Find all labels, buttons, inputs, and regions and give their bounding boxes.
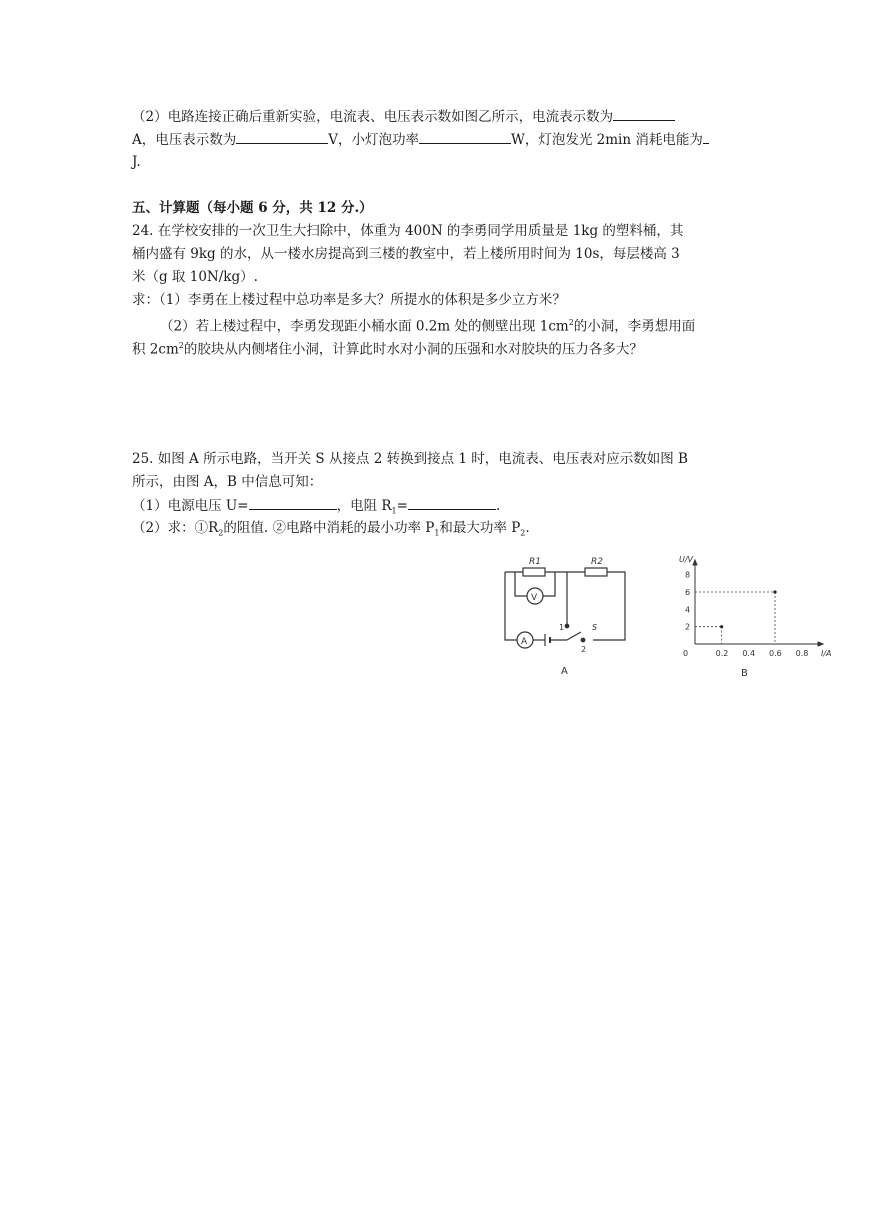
q25-line2: 所示，由图 A，B 中信息可知： [132, 474, 323, 490]
contact-2-label: 2 [581, 645, 587, 654]
contact-1-dot [565, 624, 569, 628]
voltmeter-label: V [531, 593, 538, 603]
contact-2-dot [581, 638, 585, 642]
chart-b [675, 552, 835, 682]
answer-blank-current[interactable] [613, 106, 675, 121]
answer-blank-voltage[interactable] [236, 129, 328, 144]
answer-blank-source-voltage[interactable] [249, 495, 337, 510]
q23-part2-line1: （2）电路连接正确后重新实验，电流表、电压表示数如图乙所示，电流表示数为 [132, 106, 675, 127]
q24-ask1: 求：（1）李勇在上楼过程中总功率是多大？所提水的体积是多少立方米？ [132, 292, 566, 308]
figure-b-caption: B [741, 668, 748, 679]
y-tick-label: 6 [685, 588, 691, 597]
ammeter-label: A [521, 637, 528, 647]
q24-ask3: 积 $2cm^2$的胶块从内侧堵住小洞，计算此时水对小洞的压强和水对胶块的压力各多大？ [132, 341, 643, 358]
x-tick-label: 0 [683, 649, 689, 658]
resistor-r2 [585, 568, 607, 576]
data-point [720, 625, 723, 628]
x-tick-label: 0.2 [715, 649, 729, 658]
y-axis-label: U/V [679, 555, 694, 564]
q23-part2-line3: J. [132, 154, 141, 170]
y-tick-label: 4 [685, 605, 691, 615]
x-tick-label: 0.4 [742, 649, 756, 658]
resistor-r1 [523, 568, 545, 576]
q25-part2: （2）求：$①R_2$的阻值. ②电路中消耗的最小功率 $P_1$和最大功率 $P_2$. [132, 520, 530, 538]
y-axis-arrow [693, 560, 697, 565]
q24-line1: 24. 在学校安排的一次卫生大扫除中，体重为 400N 的李勇同学用质量是 1kg 的塑料桶，其 [132, 223, 684, 239]
r2-label: R2 [591, 557, 603, 567]
q24-line3: 米（g 取 10N/kg）. [132, 269, 258, 285]
answer-blank-energy[interactable] [703, 129, 709, 144]
switch-label: S [592, 623, 598, 632]
section-heading: 五、计算题（每小题 6 分，共 12 分.） [132, 200, 373, 216]
x-tick-label: 0.8 [795, 649, 809, 658]
y-tick-label: 8 [685, 570, 691, 580]
wire-right [593, 572, 625, 640]
contact-1-label: 1 [559, 623, 565, 632]
switch-blade [567, 632, 581, 640]
q24-ask2: （2）若上楼过程中，李勇发现距小桶水面 0.2m 处的侧壁出现 $1cm^2$的小洞，李勇想用面 [160, 318, 696, 335]
x-axis-arrow [818, 642, 823, 646]
q25-line1: 25. 如图 A 所示电路，当开关 S 从接点 2 转换到接点 1 时，电流表、电压表对应示数如图 B [132, 451, 688, 467]
y-tick-label: 2 [685, 622, 691, 632]
answer-blank-power[interactable] [419, 129, 511, 144]
x-axis-label: I/A [821, 649, 832, 658]
data-point [773, 590, 776, 593]
figure-a-caption: A [561, 666, 568, 677]
circuit-diagram-a [495, 552, 640, 680]
r1-label: R1 [529, 557, 541, 567]
answer-blank-r1[interactable] [408, 495, 496, 510]
x-tick-label: 0.6 [769, 649, 782, 658]
q25-part1: （1）电源电压 U= ，电阻 $R_1=$ . [132, 495, 500, 522]
q24-line2: 桶内盛有 9kg 的水，从一楼水房提高到三楼的教室中，若上楼所用时间为 10s，每层楼高 3 [132, 246, 680, 262]
q23-part2-line2: A，电压表示数为 V，小灯泡功率 W，灯泡发光 2min 消耗电能为 [132, 129, 709, 150]
